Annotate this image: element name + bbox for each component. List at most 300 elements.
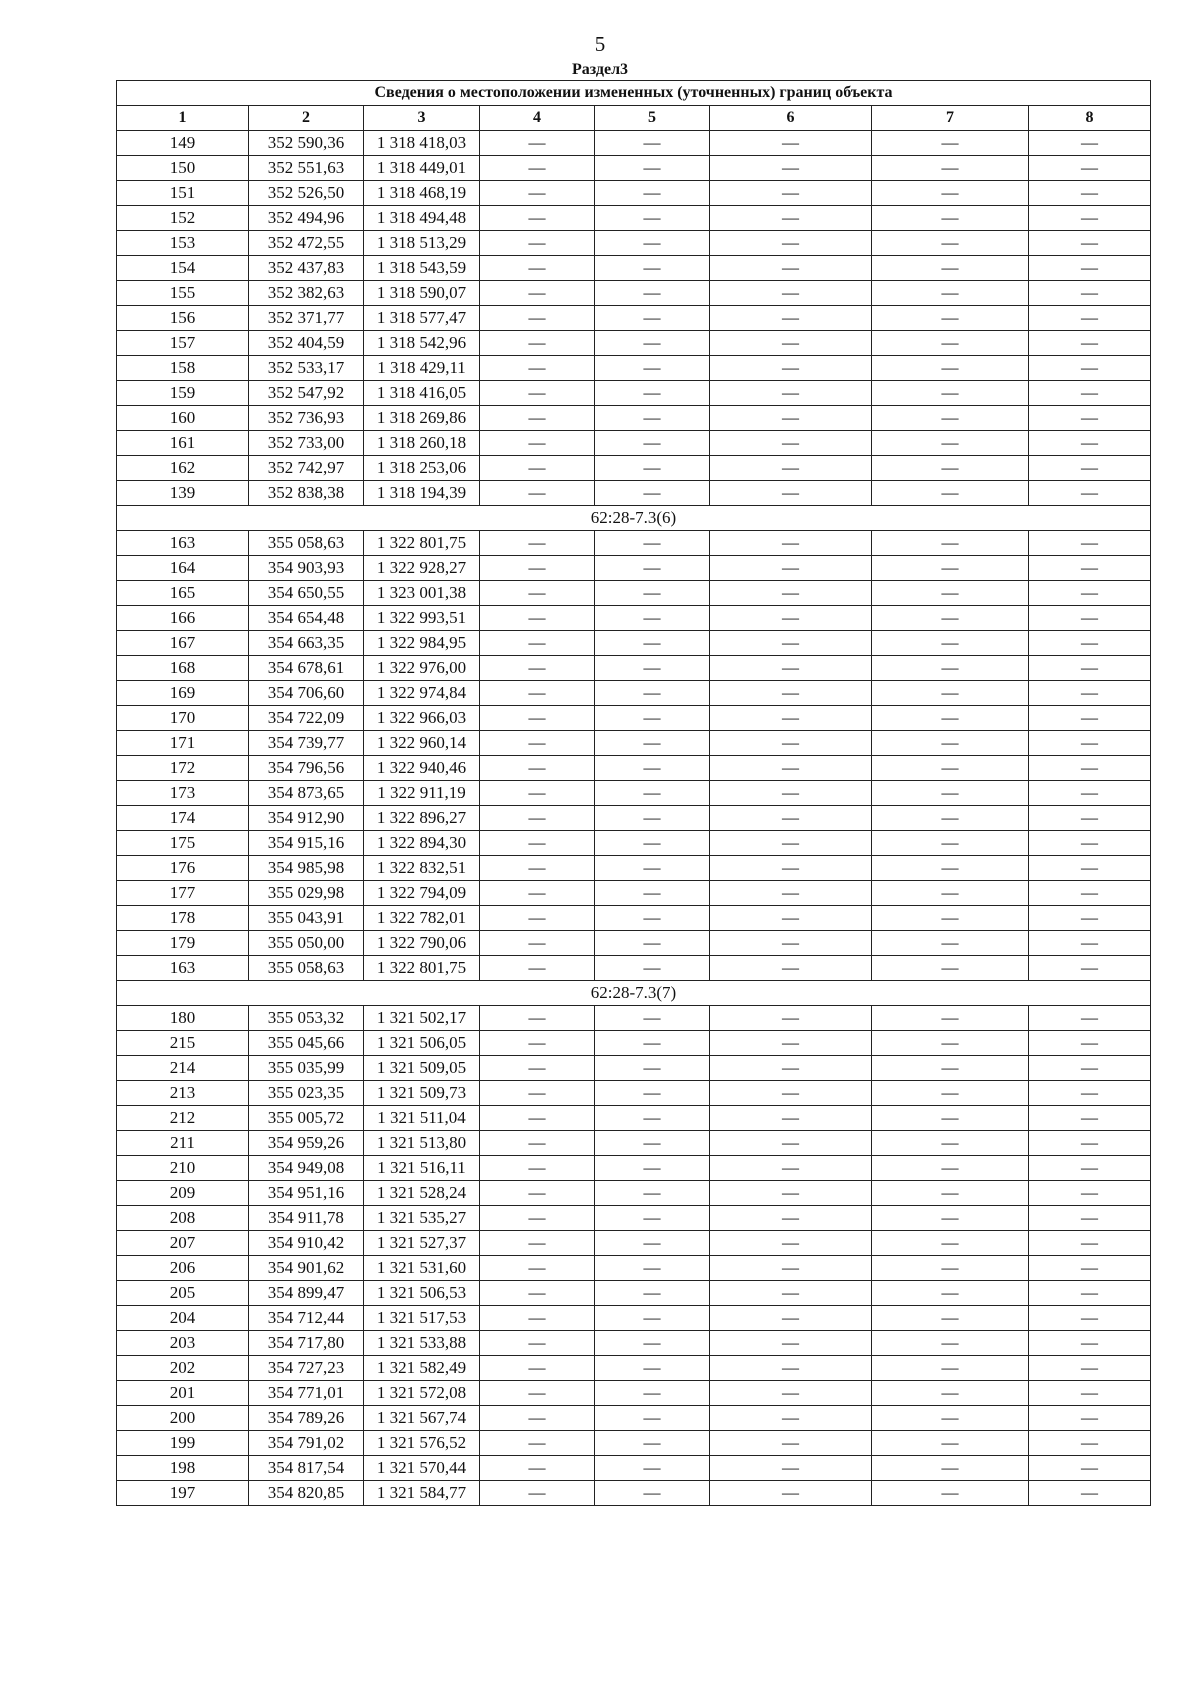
dash-cell: — <box>872 381 1029 406</box>
table-row <box>117 1481 1151 1506</box>
table-row <box>117 1456 1151 1481</box>
dash-cell: — <box>710 1306 872 1331</box>
point-number-cell: 205 <box>117 1281 249 1306</box>
dash-cell: — <box>595 631 710 656</box>
table-row <box>117 431 1151 456</box>
dash-cell: — <box>480 581 595 606</box>
table-row <box>117 181 1151 206</box>
x-coordinate-cell: 352 590,36 <box>249 131 364 156</box>
y-coordinate-cell: 1 321 509,05 <box>364 1056 480 1081</box>
y-coordinate-cell: 1 321 533,88 <box>364 1331 480 1356</box>
dash-cell: — <box>480 1356 595 1381</box>
table-row <box>117 1231 1151 1256</box>
y-coordinate-cell: 1 322 974,84 <box>364 681 480 706</box>
dash-cell: — <box>595 781 710 806</box>
x-coordinate-cell: 354 706,60 <box>249 681 364 706</box>
dash-cell: — <box>1029 1031 1151 1056</box>
dash-cell: — <box>480 656 595 681</box>
point-number-cell: 154 <box>117 256 249 281</box>
point-number-cell: 176 <box>117 856 249 881</box>
dash-cell: — <box>595 381 710 406</box>
dash-cell: — <box>872 906 1029 931</box>
table-row <box>117 956 1151 981</box>
x-coordinate-cell: 355 058,63 <box>249 956 364 981</box>
dash-cell: — <box>595 1031 710 1056</box>
dash-cell: — <box>710 806 872 831</box>
dash-cell: — <box>480 406 595 431</box>
coordinates-table <box>116 80 1151 1506</box>
x-coordinate-cell: 354 820,85 <box>249 1481 364 1506</box>
x-coordinate-cell: 354 817,54 <box>249 1456 364 1481</box>
point-number-cell: 203 <box>117 1331 249 1356</box>
dash-cell: — <box>595 306 710 331</box>
dash-cell: — <box>710 1131 872 1156</box>
point-number-cell: 172 <box>117 756 249 781</box>
point-number-cell: 151 <box>117 181 249 206</box>
point-number-cell: 171 <box>117 731 249 756</box>
x-coordinate-cell: 355 050,00 <box>249 931 364 956</box>
dash-cell: — <box>595 906 710 931</box>
y-coordinate-cell: 1 322 894,30 <box>364 831 480 856</box>
dash-cell: — <box>1029 1131 1151 1156</box>
dash-cell: — <box>1029 556 1151 581</box>
x-coordinate-cell: 352 547,92 <box>249 381 364 406</box>
table-row <box>117 681 1151 706</box>
dash-cell: — <box>480 206 595 231</box>
point-number-cell: 161 <box>117 431 249 456</box>
table-row <box>117 206 1151 231</box>
x-coordinate-cell: 352 371,77 <box>249 306 364 331</box>
dash-cell: — <box>595 206 710 231</box>
dash-cell: — <box>872 481 1029 506</box>
dash-cell: — <box>872 606 1029 631</box>
dash-cell: — <box>1029 181 1151 206</box>
y-coordinate-cell: 1 318 449,01 <box>364 156 480 181</box>
dash-cell: — <box>1029 1281 1151 1306</box>
x-coordinate-cell: 352 838,38 <box>249 481 364 506</box>
point-number-cell: 169 <box>117 681 249 706</box>
dash-cell: — <box>710 331 872 356</box>
y-coordinate-cell: 1 318 416,05 <box>364 381 480 406</box>
dash-cell: — <box>1029 856 1151 881</box>
y-coordinate-cell: 1 323 001,38 <box>364 581 480 606</box>
x-coordinate-cell: 354 654,48 <box>249 606 364 631</box>
dash-cell: — <box>480 1481 595 1506</box>
y-coordinate-cell: 1 321 567,74 <box>364 1406 480 1431</box>
dash-cell: — <box>595 431 710 456</box>
y-coordinate-cell: 1 318 513,29 <box>364 231 480 256</box>
dash-cell: — <box>480 1431 595 1456</box>
dash-cell: — <box>480 1131 595 1156</box>
y-coordinate-cell: 1 322 794,09 <box>364 881 480 906</box>
dash-cell: — <box>480 731 595 756</box>
dash-cell: — <box>595 1081 710 1106</box>
dash-cell: — <box>595 681 710 706</box>
dash-cell: — <box>872 1056 1029 1081</box>
y-coordinate-cell: 1 322 896,27 <box>364 806 480 831</box>
dash-cell: — <box>872 1481 1029 1506</box>
x-coordinate-cell: 354 789,26 <box>249 1406 364 1431</box>
dash-cell: — <box>872 131 1029 156</box>
y-coordinate-cell: 1 321 572,08 <box>364 1381 480 1406</box>
point-number-cell: 167 <box>117 631 249 656</box>
dash-cell: — <box>1029 681 1151 706</box>
dash-cell: — <box>872 756 1029 781</box>
table-row <box>117 656 1151 681</box>
point-number-cell: 155 <box>117 281 249 306</box>
y-coordinate-cell: 1 322 790,06 <box>364 931 480 956</box>
x-coordinate-cell: 354 903,93 <box>249 556 364 581</box>
dash-cell: — <box>595 956 710 981</box>
table-row <box>117 131 1151 156</box>
dash-cell: — <box>595 756 710 781</box>
dash-cell: — <box>480 181 595 206</box>
table-row <box>117 1256 1151 1281</box>
dash-cell: — <box>480 1381 595 1406</box>
dash-cell: — <box>480 156 595 181</box>
dash-cell: — <box>480 1181 595 1206</box>
y-coordinate-cell: 1 321 570,44 <box>364 1456 480 1481</box>
y-coordinate-cell: 1 318 468,19 <box>364 181 480 206</box>
point-number-cell: 164 <box>117 556 249 581</box>
dash-cell: — <box>710 231 872 256</box>
dash-cell: — <box>595 1281 710 1306</box>
dash-cell: — <box>710 1181 872 1206</box>
dash-cell: — <box>710 831 872 856</box>
dash-cell: — <box>595 1106 710 1131</box>
table-row <box>117 1031 1151 1056</box>
dash-cell: — <box>872 631 1029 656</box>
y-coordinate-cell: 1 318 429,11 <box>364 356 480 381</box>
x-coordinate-cell: 354 678,61 <box>249 656 364 681</box>
x-coordinate-cell: 354 727,23 <box>249 1356 364 1381</box>
table-row <box>117 556 1151 581</box>
column-header: 4 <box>480 106 595 131</box>
dash-cell: — <box>710 256 872 281</box>
table-row <box>117 606 1151 631</box>
x-coordinate-cell: 354 791,02 <box>249 1431 364 1456</box>
dash-cell: — <box>1029 1106 1151 1131</box>
dash-cell: — <box>1029 631 1151 656</box>
dash-cell: — <box>710 1431 872 1456</box>
dash-cell: — <box>872 1381 1029 1406</box>
x-coordinate-cell: 355 045,66 <box>249 1031 364 1056</box>
dash-cell: — <box>872 1356 1029 1381</box>
point-number-cell: 152 <box>117 206 249 231</box>
dash-cell: — <box>1029 1306 1151 1331</box>
point-number-cell: 212 <box>117 1106 249 1131</box>
group-label: 62:28-7.3(7) <box>117 981 1151 1006</box>
dash-cell: — <box>595 831 710 856</box>
x-coordinate-cell: 352 733,00 <box>249 431 364 456</box>
dash-cell: — <box>595 406 710 431</box>
table-caption: Сведения о местоположении измененных (уточненных) границ объекта <box>117 81 1151 106</box>
x-coordinate-cell: 352 736,93 <box>249 406 364 431</box>
dash-cell: — <box>595 281 710 306</box>
column-header: 6 <box>710 106 872 131</box>
dash-cell: — <box>872 256 1029 281</box>
dash-cell: — <box>872 656 1029 681</box>
table-row <box>117 1356 1151 1381</box>
dash-cell: — <box>1029 1406 1151 1431</box>
table-row <box>117 1281 1151 1306</box>
y-coordinate-cell: 1 322 976,00 <box>364 656 480 681</box>
dash-cell: — <box>595 456 710 481</box>
dash-cell: — <box>595 1181 710 1206</box>
dash-cell: — <box>480 1281 595 1306</box>
dash-cell: — <box>710 1206 872 1231</box>
y-coordinate-cell: 1 318 577,47 <box>364 306 480 331</box>
dash-cell: — <box>710 606 872 631</box>
y-coordinate-cell: 1 321 576,52 <box>364 1431 480 1456</box>
dash-cell: — <box>480 1256 595 1281</box>
table-row <box>117 1331 1151 1356</box>
dash-cell: — <box>710 1331 872 1356</box>
dash-cell: — <box>480 456 595 481</box>
dash-cell: — <box>872 1081 1029 1106</box>
dash-cell: — <box>872 206 1029 231</box>
table-row <box>117 1106 1151 1131</box>
x-coordinate-cell: 354 910,42 <box>249 1231 364 1256</box>
point-number-cell: 199 <box>117 1431 249 1456</box>
dash-cell: — <box>480 431 595 456</box>
dash-cell: — <box>595 1431 710 1456</box>
dash-cell: — <box>872 356 1029 381</box>
dash-cell: — <box>1029 331 1151 356</box>
dash-cell: — <box>710 456 872 481</box>
dash-cell: — <box>480 131 595 156</box>
dash-cell: — <box>1029 1481 1151 1506</box>
x-coordinate-cell: 352 494,96 <box>249 206 364 231</box>
dash-cell: — <box>872 306 1029 331</box>
y-coordinate-cell: 1 321 509,73 <box>364 1081 480 1106</box>
dash-cell: — <box>872 181 1029 206</box>
dash-cell: — <box>480 706 595 731</box>
y-coordinate-cell: 1 321 511,04 <box>364 1106 480 1131</box>
point-number-cell: 159 <box>117 381 249 406</box>
dash-cell: — <box>1029 781 1151 806</box>
x-coordinate-cell: 355 058,63 <box>249 531 364 556</box>
dash-cell: — <box>1029 306 1151 331</box>
dash-cell: — <box>710 631 872 656</box>
dash-cell: — <box>595 1131 710 1156</box>
x-coordinate-cell: 354 959,26 <box>249 1131 364 1156</box>
dash-cell: — <box>1029 906 1151 931</box>
table-row <box>117 831 1151 856</box>
dash-cell: — <box>1029 1006 1151 1031</box>
dash-cell: — <box>480 556 595 581</box>
dash-cell: — <box>710 1231 872 1256</box>
column-header: 8 <box>1029 106 1151 131</box>
y-coordinate-cell: 1 322 960,14 <box>364 731 480 756</box>
dash-cell: — <box>710 431 872 456</box>
x-coordinate-cell: 354 899,47 <box>249 1281 364 1306</box>
dash-cell: — <box>480 1056 595 1081</box>
dash-cell: — <box>595 856 710 881</box>
point-number-cell: 149 <box>117 131 249 156</box>
dash-cell: — <box>595 1256 710 1281</box>
group-label: 62:28-7.3(6) <box>117 506 1151 531</box>
dash-cell: — <box>710 731 872 756</box>
dash-cell: — <box>1029 1381 1151 1406</box>
point-number-cell: 211 <box>117 1131 249 1156</box>
dash-cell: — <box>595 1231 710 1256</box>
y-coordinate-cell: 1 318 194,39 <box>364 481 480 506</box>
dash-cell: — <box>1029 456 1151 481</box>
x-coordinate-cell: 355 005,72 <box>249 1106 364 1131</box>
table-row <box>117 906 1151 931</box>
dash-cell: — <box>480 531 595 556</box>
dash-cell: — <box>710 1481 872 1506</box>
x-coordinate-cell: 354 663,35 <box>249 631 364 656</box>
dash-cell: — <box>710 1406 872 1431</box>
point-number-cell: 202 <box>117 1356 249 1381</box>
dash-cell: — <box>1029 581 1151 606</box>
point-number-cell: 165 <box>117 581 249 606</box>
dash-cell: — <box>710 131 872 156</box>
table-row <box>117 1406 1151 1431</box>
point-number-cell: 180 <box>117 1006 249 1031</box>
dash-cell: — <box>1029 731 1151 756</box>
dash-cell: — <box>595 1006 710 1031</box>
dash-cell: — <box>1029 406 1151 431</box>
dash-cell: — <box>872 731 1029 756</box>
dash-cell: — <box>480 1006 595 1031</box>
dash-cell: — <box>595 531 710 556</box>
x-coordinate-cell: 354 912,90 <box>249 806 364 831</box>
dash-cell: — <box>710 306 872 331</box>
dash-cell: — <box>595 231 710 256</box>
dash-cell: — <box>480 1106 595 1131</box>
group-header-row <box>117 981 1151 1006</box>
dash-cell: — <box>872 331 1029 356</box>
table-row <box>117 1006 1151 1031</box>
dash-cell: — <box>1029 281 1151 306</box>
dash-cell: — <box>480 681 595 706</box>
point-number-cell: 200 <box>117 1406 249 1431</box>
y-coordinate-cell: 1 321 506,53 <box>364 1281 480 1306</box>
table-row <box>117 881 1151 906</box>
dash-cell: — <box>480 956 595 981</box>
table-row <box>117 531 1151 556</box>
dash-cell: — <box>710 881 872 906</box>
x-coordinate-cell: 352 533,17 <box>249 356 364 381</box>
point-number-cell: 177 <box>117 881 249 906</box>
x-coordinate-cell: 354 739,77 <box>249 731 364 756</box>
dash-cell: — <box>872 806 1029 831</box>
x-coordinate-cell: 354 911,78 <box>249 1206 364 1231</box>
y-coordinate-cell: 1 321 506,05 <box>364 1031 480 1056</box>
dash-cell: — <box>1029 481 1151 506</box>
point-number-cell: 214 <box>117 1056 249 1081</box>
dash-cell: — <box>872 431 1029 456</box>
y-coordinate-cell: 1 318 418,03 <box>364 131 480 156</box>
column-header: 3 <box>364 106 480 131</box>
dash-cell: — <box>872 156 1029 181</box>
table-row <box>117 256 1151 281</box>
table-row <box>117 1206 1151 1231</box>
point-number-cell: 210 <box>117 1156 249 1181</box>
y-coordinate-cell: 1 322 782,01 <box>364 906 480 931</box>
dash-cell: — <box>1029 231 1151 256</box>
table-row <box>117 231 1151 256</box>
dash-cell: — <box>710 356 872 381</box>
x-coordinate-cell: 354 873,65 <box>249 781 364 806</box>
dash-cell: — <box>595 1156 710 1181</box>
dash-cell: — <box>480 381 595 406</box>
dash-cell: — <box>1029 1431 1151 1456</box>
dash-cell: — <box>595 181 710 206</box>
y-coordinate-cell: 1 321 527,37 <box>364 1231 480 1256</box>
table-row <box>117 456 1151 481</box>
dash-cell: — <box>710 1106 872 1131</box>
dash-cell: — <box>595 556 710 581</box>
table-row <box>117 581 1151 606</box>
dash-cell: — <box>1029 1231 1151 1256</box>
y-coordinate-cell: 1 321 516,11 <box>364 1156 480 1181</box>
x-coordinate-cell: 354 722,09 <box>249 706 364 731</box>
dash-cell: — <box>480 281 595 306</box>
dash-cell: — <box>1029 206 1151 231</box>
dash-cell: — <box>1029 1156 1151 1181</box>
table-row <box>117 1306 1151 1331</box>
dash-cell: — <box>872 1006 1029 1031</box>
dash-cell: — <box>710 156 872 181</box>
dash-cell: — <box>595 1381 710 1406</box>
dash-cell: — <box>1029 1181 1151 1206</box>
table-row <box>117 306 1151 331</box>
dash-cell: — <box>1029 956 1151 981</box>
dash-cell: — <box>1029 431 1151 456</box>
dash-cell: — <box>595 481 710 506</box>
dash-cell: — <box>872 931 1029 956</box>
table-row <box>117 806 1151 831</box>
table-row <box>117 406 1151 431</box>
dash-cell: — <box>595 256 710 281</box>
dash-cell: — <box>710 481 872 506</box>
dash-cell: — <box>595 156 710 181</box>
table-row <box>117 631 1151 656</box>
dash-cell: — <box>595 656 710 681</box>
dash-cell: — <box>480 781 595 806</box>
dash-cell: — <box>710 1281 872 1306</box>
dash-cell: — <box>480 906 595 931</box>
point-number-cell: 208 <box>117 1206 249 1231</box>
dash-cell: — <box>872 281 1029 306</box>
dash-cell: — <box>710 1381 872 1406</box>
dash-cell: — <box>710 956 872 981</box>
dash-cell: — <box>1029 1081 1151 1106</box>
dash-cell: — <box>595 131 710 156</box>
dash-cell: — <box>872 1306 1029 1331</box>
group-header-row <box>117 506 1151 531</box>
dash-cell: — <box>1029 1206 1151 1231</box>
dash-cell: — <box>710 181 872 206</box>
dash-cell: — <box>872 881 1029 906</box>
dash-cell: — <box>872 956 1029 981</box>
dash-cell: — <box>595 1481 710 1506</box>
dash-cell: — <box>480 306 595 331</box>
y-coordinate-cell: 1 322 940,46 <box>364 756 480 781</box>
y-coordinate-cell: 1 322 993,51 <box>364 606 480 631</box>
dash-cell: — <box>1029 531 1151 556</box>
x-coordinate-cell: 355 023,35 <box>249 1081 364 1106</box>
dash-cell: — <box>1029 656 1151 681</box>
point-number-cell: 206 <box>117 1256 249 1281</box>
dash-cell: — <box>710 581 872 606</box>
dash-cell: — <box>595 1206 710 1231</box>
y-coordinate-cell: 1 322 984,95 <box>364 631 480 656</box>
